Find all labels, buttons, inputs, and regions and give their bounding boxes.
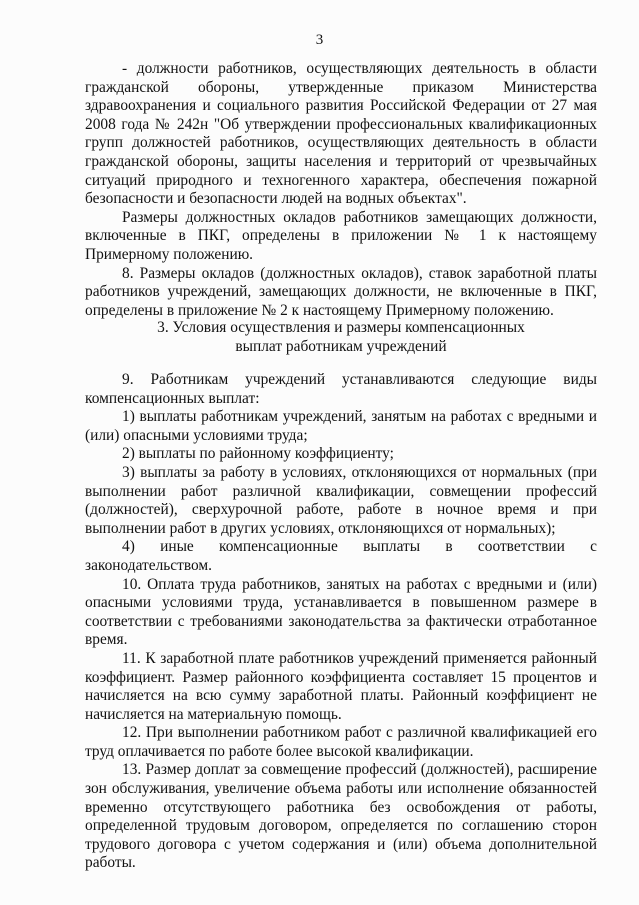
- paragraph-salary-sizes: Размеры должностных окладов работников замещающих должности, включенные в ПКГ, определены в приложении № 1 к настоящему Примерному положению.: [85, 208, 597, 263]
- list-item-1: 1) выплаты работникам учреждений, занятым на работах с вредными и (или) опасными условиями труда;: [85, 408, 597, 444]
- section-heading: [85, 318, 597, 356]
- text-block-lower: [85, 371, 597, 873]
- paragraph-13: 13. Размер доплат за совмещение профессий (должностей), расширение зон обслуживания, увеличение объема работы или исполнение обязанностей временно отсутствующего работника без освобождения от работы, определенной трудовым договором, определяется по соглашению сторон трудового договора с учетом содержания и (или) объема дополнительной работы.: [85, 761, 597, 872]
- paragraph-civil-defense-positions: - должности работников, осуществляющих деятельность в области гражданской обороны, утвержденные приказом Министерства здравоохранения и социального развития Российской Федерации от 27 мая 2008 года № 242н "Об утверждении профессиональных квалификационных групп должностей работников, осуществляющих деятельность в области гражданской обороны, защиты населения и территорий от чрезвычайных ситуаций природного и техногенного характера, обеспечения пожарной безопасности и безопасности людей на водных объектах".: [85, 60, 597, 208]
- paragraph-11: 11. К заработной плате работников учреждений применяется районный коэффициент. Размер районного коэффициента составляет 15 процентов и начисляется на всю сумму заработной платы. Районный коэффициент не начисляется на материальную помощь.: [85, 649, 597, 723]
- section-heading-line-1: 3. Условия осуществления и размеры компенсационных: [157, 319, 525, 336]
- section-heading-line-2: выплат работникам учреждений: [235, 338, 447, 355]
- paragraph-8: 8. Размеры окладов (должностных окладов), ставок заработной платы работников учреждений, замещающих должности, не включенные в ПКГ, определены в приложение № 2 к настоящему Примерному положению.: [85, 264, 597, 319]
- paragraph-10: 10. Оплата труда работников, занятых на работах с вредными и (или) опасными условиями труда, устанавливается в повышенном размере в соответствии с требованиями законодательства за фактически отработанное время.: [85, 575, 597, 649]
- list-item-4: 4) иные компенсационные выплаты в соответствии с законодательством.: [85, 538, 597, 574]
- list-item-2: 2) выплаты по районному коэффициенту;: [122, 445, 394, 463]
- page-number: 3: [315, 32, 324, 48]
- list-item-3: 3) выплаты за работу в условиях, отклоняющихся от нормальных (при выполнении работ различной квалификации, совмещении профессий (должностей), сверхурочной работе, работе в ночное время и при выполнении работ в других условиях, отклоняющихся от нормальных);: [85, 463, 597, 537]
- text-block-upper: [85, 60, 597, 320]
- paragraph-12: 12. При выполнении работником работ с различной квалификацией его труд оплачивается по работе более высокой квалификации.: [85, 724, 597, 760]
- paragraph-9: 9. Работникам учреждений устанавливаются следующие виды компенсационных выплат:: [85, 371, 597, 407]
